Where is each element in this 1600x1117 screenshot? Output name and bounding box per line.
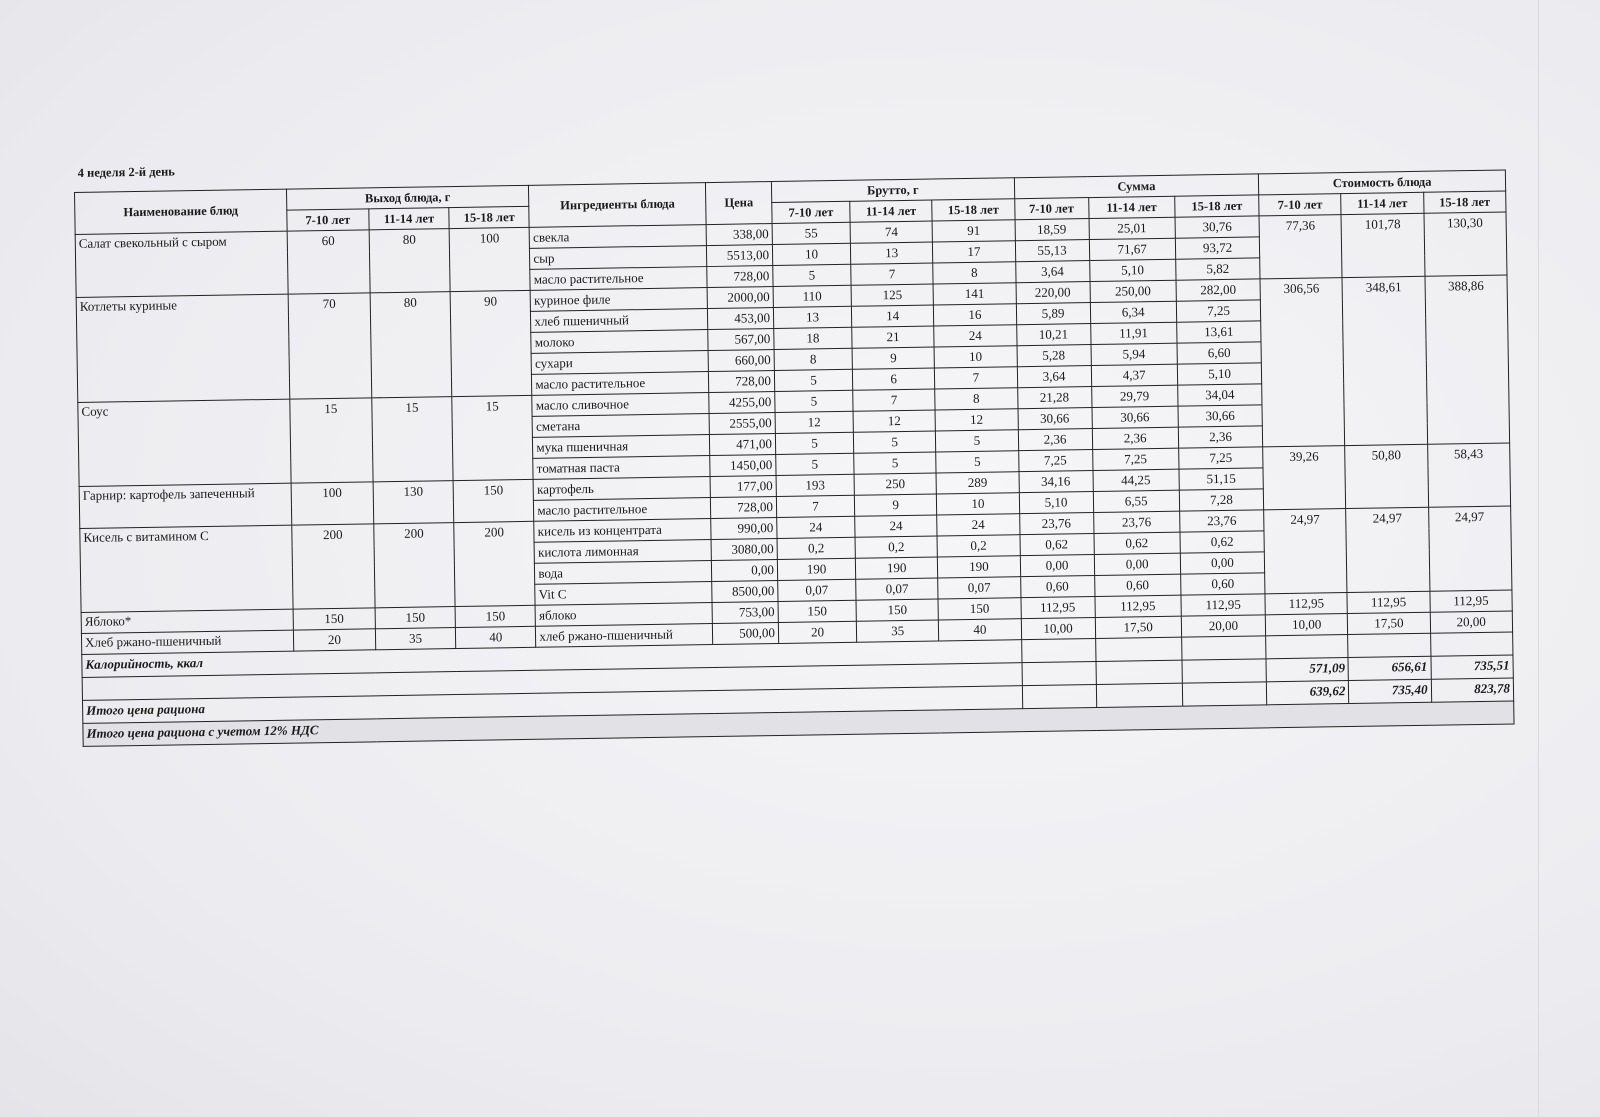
dish-output: 200 xyxy=(454,521,535,606)
ingredient-gross: 17 xyxy=(933,241,1016,263)
ingredient-gross: 10 xyxy=(772,243,850,265)
dish-output: 200 xyxy=(374,523,455,608)
header-dish-name: Наименование блюд xyxy=(75,189,287,234)
dish-cost: 24,97 xyxy=(1428,506,1512,591)
ingredient-gross: 190 xyxy=(938,556,1021,578)
dish-output: 20 xyxy=(293,629,376,651)
dish-name: Гарнир: картофель запеченный xyxy=(79,483,291,528)
ingredient-gross: 24 xyxy=(855,515,938,537)
ingredient-gross: 10 xyxy=(934,346,1017,368)
ingredient-sum: 29,79 xyxy=(1091,385,1178,407)
ingredient-name: томатная паста xyxy=(533,456,710,480)
age-header: 15-18 лет xyxy=(449,206,530,228)
age-header: 11-14 лет xyxy=(850,200,933,222)
ingredient-gross: 5 xyxy=(853,431,936,453)
ingredient-name: сметана xyxy=(532,414,709,438)
dish-output: 40 xyxy=(456,626,537,648)
age-header: 11-14 лет xyxy=(369,208,449,230)
ingredient-gross: 5 xyxy=(776,453,854,475)
age-header: 7-10 лет xyxy=(1259,194,1342,216)
ingredient-sum: 2,36 xyxy=(1178,426,1263,448)
ingredient-price: 500,00 xyxy=(713,622,779,644)
ingredient-sum: 0,00 xyxy=(1094,553,1181,575)
dish-cost: 24,97 xyxy=(1264,509,1348,594)
ingredient-sum: 30,76 xyxy=(1175,216,1260,238)
ingredient-gross: 55 xyxy=(772,222,850,244)
ingredient-gross: 5 xyxy=(854,452,937,474)
dish-name: Котлеты куриные xyxy=(76,294,289,402)
menu-cost-table xyxy=(74,170,1515,747)
dish-output: 35 xyxy=(375,628,455,650)
ingredient-gross: 5 xyxy=(936,430,1019,452)
ingredient-sum: 10,21 xyxy=(1016,324,1090,346)
ingredient-sum: 4,37 xyxy=(1091,364,1178,386)
ingredient-gross: 24 xyxy=(937,514,1020,536)
menu-cost-document xyxy=(74,164,1515,747)
ingredient-gross: 141 xyxy=(933,283,1016,305)
ingredient-sum: 5,28 xyxy=(1017,345,1091,367)
header-dish-cost: Стоимость блюда xyxy=(1259,170,1506,195)
total-vat-7-10: 639,62 xyxy=(1266,681,1349,705)
ingredient-price: 567,00 xyxy=(708,329,774,351)
ingredient-sum: 112,95 xyxy=(1095,595,1182,617)
ingredient-sum: 5,94 xyxy=(1091,343,1178,365)
ingredient-gross: 6 xyxy=(852,368,935,390)
dish-output: 100 xyxy=(291,482,374,525)
ingredient-gross: 5 xyxy=(773,264,851,286)
ingredient-gross: 7 xyxy=(776,495,854,517)
ingredient-gross: 7 xyxy=(851,263,934,285)
ingredient-price: 0,00 xyxy=(712,559,778,581)
ingredient-gross: 110 xyxy=(773,285,851,307)
ingredient-price: 1450,00 xyxy=(710,455,776,477)
ingredient-gross: 0,2 xyxy=(855,536,938,558)
ingredient-sum: 34,16 xyxy=(1019,471,1093,493)
ingredient-gross: 289 xyxy=(936,472,1019,494)
dish-output: 150 xyxy=(453,479,534,522)
dish-name: Соус xyxy=(78,399,291,486)
ingredient-price: 338,00 xyxy=(706,224,772,246)
dish-output: 150 xyxy=(293,608,376,630)
ingredient-sum: 21,28 xyxy=(1017,387,1091,409)
ingredient-sum: 23,76 xyxy=(1019,513,1093,535)
total-label: Итого цена рациона xyxy=(82,686,1022,724)
ingredient-sum: 0,62 xyxy=(1094,532,1181,554)
ingredient-gross: 91 xyxy=(932,220,1015,242)
ingredient-price: 728,00 xyxy=(709,371,775,393)
total-vat-11-14: 735,40 xyxy=(1349,679,1432,703)
dish-cost: 77,36 xyxy=(1259,215,1342,279)
dish-name: Кисель с витамином С xyxy=(80,525,293,612)
age-header: 15-18 лет xyxy=(1423,191,1506,213)
ingredient-price: 728,00 xyxy=(711,497,777,519)
total-vat-15-18: 823,78 xyxy=(1431,678,1514,702)
dish-output: 200 xyxy=(292,524,376,609)
ingredient-gross: 5 xyxy=(774,369,852,391)
ingredient-gross: 9 xyxy=(854,494,937,516)
ingredient-sum: 5,89 xyxy=(1016,303,1090,325)
dish-cost: 130,30 xyxy=(1424,212,1507,276)
ingredient-name: молоко xyxy=(531,330,708,354)
ingredient-sum: 7,25 xyxy=(1092,448,1179,470)
dish-cost: 306,56 xyxy=(1260,278,1345,447)
ingredient-sum: 5,10 xyxy=(1019,492,1093,514)
ingredient-gross: 12 xyxy=(775,411,853,433)
ingredient-gross: 8 xyxy=(933,262,1016,284)
ingredient-gross: 7 xyxy=(853,389,936,411)
ingredient-sum: 250,00 xyxy=(1090,280,1177,302)
ingredient-gross: 16 xyxy=(934,304,1017,326)
dish-cost: 112,95 xyxy=(1430,590,1513,612)
ingredient-name: кисель из концентрата xyxy=(534,519,711,543)
ingredient-sum: 51,15 xyxy=(1179,468,1264,490)
age-header: 15-18 лет xyxy=(1175,195,1260,217)
total-15-18: 735,51 xyxy=(1431,655,1514,679)
ingredient-sum: 0,60 xyxy=(1094,574,1181,596)
ingredient-sum: 0,60 xyxy=(1181,573,1266,595)
ingredient-sum: 3,64 xyxy=(1017,366,1091,388)
ingredient-price: 453,00 xyxy=(708,308,774,330)
ingredient-gross: 0,2 xyxy=(937,535,1020,557)
ingredient-sum: 11,91 xyxy=(1090,322,1177,344)
age-header: 7-10 лет xyxy=(1014,198,1088,220)
ingredient-sum: 6,60 xyxy=(1177,342,1262,364)
ingredient-name: мука пшеничная xyxy=(533,435,710,459)
ingredient-sum: 7,28 xyxy=(1179,489,1264,511)
ingredient-price: 8500,00 xyxy=(712,580,778,602)
ingredient-name: сухари xyxy=(531,351,708,375)
ingredient-name: масло растительное xyxy=(534,498,711,522)
ingredient-price: 728,00 xyxy=(707,266,773,288)
ingredient-gross: 150 xyxy=(778,600,856,622)
ingredient-name: хлеб ржано-пшеничный xyxy=(536,624,713,648)
ingredient-name: масло растительное xyxy=(532,372,709,396)
ingredient-name: масло растительное xyxy=(530,267,707,291)
ingredient-price: 660,00 xyxy=(708,350,774,372)
ingredient-sum: 30,66 xyxy=(1092,406,1179,428)
ingredient-name: вода xyxy=(535,561,712,585)
ingredient-sum: 282,00 xyxy=(1176,279,1261,301)
ingredient-gross: 10 xyxy=(937,493,1020,515)
ingredient-sum: 5,10 xyxy=(1177,363,1262,385)
ingredient-sum: 7,25 xyxy=(1018,450,1092,472)
ingredient-gross: 24 xyxy=(777,516,855,538)
ingredient-sum: 55,13 xyxy=(1015,240,1089,262)
ingredient-sum: 93,72 xyxy=(1175,237,1260,259)
ingredient-gross: 150 xyxy=(938,598,1021,620)
ingredient-gross: 8 xyxy=(774,348,852,370)
ingredient-gross: 190 xyxy=(855,557,938,579)
document-title: 4 неделя 2-й день xyxy=(77,164,175,180)
ingredient-gross: 0,07 xyxy=(938,577,1021,599)
dish-cost: 348,61 xyxy=(1342,276,1427,445)
ingredient-price: 2000,00 xyxy=(707,287,773,309)
dish-name: Салат свекольный с сыром xyxy=(75,231,288,297)
ingredient-price: 3080,00 xyxy=(711,539,777,561)
ingredient-gross: 40 xyxy=(939,619,1022,641)
ingredient-gross: 0,2 xyxy=(777,537,855,559)
header-output: Выход блюда, г xyxy=(286,185,529,210)
ingredient-gross: 9 xyxy=(852,347,935,369)
header-ingredients: Ингредиенты блюда xyxy=(529,183,706,228)
ingredient-gross: 24 xyxy=(934,325,1017,347)
ingredient-gross: 12 xyxy=(935,409,1018,431)
dish-cost: 112,95 xyxy=(1347,591,1430,613)
ingredient-gross: 13 xyxy=(850,242,933,264)
dish-output: 80 xyxy=(370,292,452,398)
ingredient-gross: 5 xyxy=(936,451,1019,473)
dish-cost: 39,26 xyxy=(1263,446,1346,510)
ingredient-sum: 2,36 xyxy=(1092,427,1179,449)
ingredient-sum: 5,10 xyxy=(1089,259,1176,281)
ingredient-sum: 112,95 xyxy=(1021,597,1095,619)
dish-cost: 10,00 xyxy=(1265,614,1348,636)
ingredient-gross: 12 xyxy=(853,410,936,432)
total-7-10: 571,09 xyxy=(1266,658,1349,682)
age-header: 15-18 лет xyxy=(932,199,1015,221)
ingredient-sum: 0,60 xyxy=(1020,576,1094,598)
ingredient-name: куриное филе xyxy=(530,288,707,312)
ingredient-sum: 6,34 xyxy=(1090,301,1177,323)
dish-cost: 388,86 xyxy=(1425,275,1510,444)
ingredient-gross: 35 xyxy=(856,620,939,642)
dish-output: 60 xyxy=(287,230,370,294)
ingredient-gross: 7 xyxy=(935,367,1018,389)
ingredient-price: 5513,00 xyxy=(707,245,773,267)
age-header: 11-14 лет xyxy=(1341,192,1424,214)
ingredient-gross: 193 xyxy=(776,474,854,496)
ingredient-sum: 44,25 xyxy=(1093,469,1180,491)
ingredient-name: свекла xyxy=(529,225,706,249)
dish-cost: 101,78 xyxy=(1341,213,1424,277)
age-header: 7-10 лет xyxy=(287,209,370,231)
ingredient-sum: 0,00 xyxy=(1180,552,1265,574)
dish-output: 15 xyxy=(372,397,453,482)
ingredient-name: яблоко xyxy=(535,603,712,627)
ingredient-gross: 74 xyxy=(850,221,933,243)
ingredient-sum: 7,25 xyxy=(1176,300,1261,322)
ingredient-sum: 34,04 xyxy=(1178,384,1263,406)
ingredient-gross: 250 xyxy=(854,473,937,495)
ingredient-sum: 7,25 xyxy=(1179,447,1264,469)
ingredient-sum: 112,95 xyxy=(1181,594,1266,616)
ingredient-name: кислота лимонная xyxy=(534,540,711,564)
header-sum: Сумма xyxy=(1014,174,1259,199)
ingredient-gross: 5 xyxy=(775,432,853,454)
dish-output: 15 xyxy=(452,395,533,480)
ingredient-sum: 6,55 xyxy=(1093,490,1180,512)
dish-output: 100 xyxy=(449,227,530,291)
dish-output: 80 xyxy=(369,229,450,293)
ingredient-sum: 30,66 xyxy=(1178,405,1263,427)
ingredient-sum: 0,62 xyxy=(1180,531,1265,553)
dish-output: 70 xyxy=(288,293,372,399)
dish-cost: 20,00 xyxy=(1430,611,1513,633)
dish-cost: 17,50 xyxy=(1348,612,1431,634)
ingredient-sum: 2,36 xyxy=(1018,429,1092,451)
ingredient-gross: 18 xyxy=(774,327,852,349)
ingredient-sum: 25,01 xyxy=(1089,217,1176,239)
ingredient-price: 471,00 xyxy=(710,434,776,456)
total-vat-label: Итого цена рациона с учетом 12% НДС xyxy=(83,701,1514,746)
ingredient-gross: 21 xyxy=(852,326,935,348)
dish-output: 150 xyxy=(375,607,455,629)
ingredient-name: хлеб пшеничный xyxy=(531,309,708,333)
header-gross: Брутто, г xyxy=(771,178,1014,203)
ingredient-gross: 0,07 xyxy=(778,579,856,601)
ingredient-price: 753,00 xyxy=(712,601,778,623)
ingredient-sum: 20,00 xyxy=(1181,615,1266,637)
dish-cost: 58,43 xyxy=(1427,443,1510,507)
age-header: 11-14 лет xyxy=(1088,196,1175,218)
ingredient-sum: 220,00 xyxy=(1016,282,1090,304)
ingredient-gross: 13 xyxy=(773,306,851,328)
dish-cost: 50,80 xyxy=(1345,444,1428,508)
dish-name: Яблоко* xyxy=(81,609,293,633)
ingredient-name: Vit C xyxy=(535,582,712,606)
dish-name: Хлеб ржано-пшеничный xyxy=(81,630,293,654)
ingredient-sum: 17,50 xyxy=(1095,616,1182,638)
ingredient-sum: 13,61 xyxy=(1177,321,1262,343)
dish-output: 15 xyxy=(290,398,374,483)
calories-label: Калорийность, ккал xyxy=(82,640,1022,678)
ingredient-sum: 3,64 xyxy=(1015,261,1089,283)
ingredient-name: картофель xyxy=(533,477,710,501)
ingredient-sum: 5,82 xyxy=(1176,258,1261,280)
ingredient-price: 990,00 xyxy=(711,518,777,540)
header-price: Цена xyxy=(706,182,772,225)
ingredient-gross: 0,07 xyxy=(856,578,939,600)
ingredient-sum: 18,59 xyxy=(1015,219,1089,241)
ingredient-gross: 5 xyxy=(775,390,853,412)
ingredient-sum: 0,00 xyxy=(1020,555,1094,577)
ingredient-price: 177,00 xyxy=(710,476,776,498)
age-header: 7-10 лет xyxy=(772,201,850,223)
ingredient-price: 4255,00 xyxy=(709,392,775,414)
ingredient-gross: 8 xyxy=(935,388,1018,410)
dish-output: 90 xyxy=(450,290,532,396)
dish-output: 130 xyxy=(373,481,454,524)
ingredient-gross: 190 xyxy=(777,558,855,580)
ingredient-sum: 23,76 xyxy=(1180,510,1265,532)
total-11-14: 656,61 xyxy=(1348,656,1431,680)
ingredient-gross: 125 xyxy=(851,284,934,306)
ingredient-sum: 23,76 xyxy=(1093,511,1180,533)
ingredient-gross: 20 xyxy=(778,621,856,643)
dish-cost: 24,97 xyxy=(1346,507,1430,592)
ingredient-sum: 10,00 xyxy=(1021,618,1095,640)
ingredient-gross: 14 xyxy=(851,305,934,327)
ingredient-sum: 0,62 xyxy=(1020,534,1094,556)
ingredient-name: масло сливочное xyxy=(532,393,709,417)
ingredient-gross: 150 xyxy=(856,599,939,621)
dish-output: 150 xyxy=(455,605,536,627)
ingredient-price: 2555,00 xyxy=(709,413,775,435)
ingredient-name: сыр xyxy=(530,246,707,270)
ingredient-sum: 71,67 xyxy=(1089,238,1176,260)
dish-cost: 112,95 xyxy=(1265,593,1348,615)
ingredient-sum: 30,66 xyxy=(1018,408,1092,430)
